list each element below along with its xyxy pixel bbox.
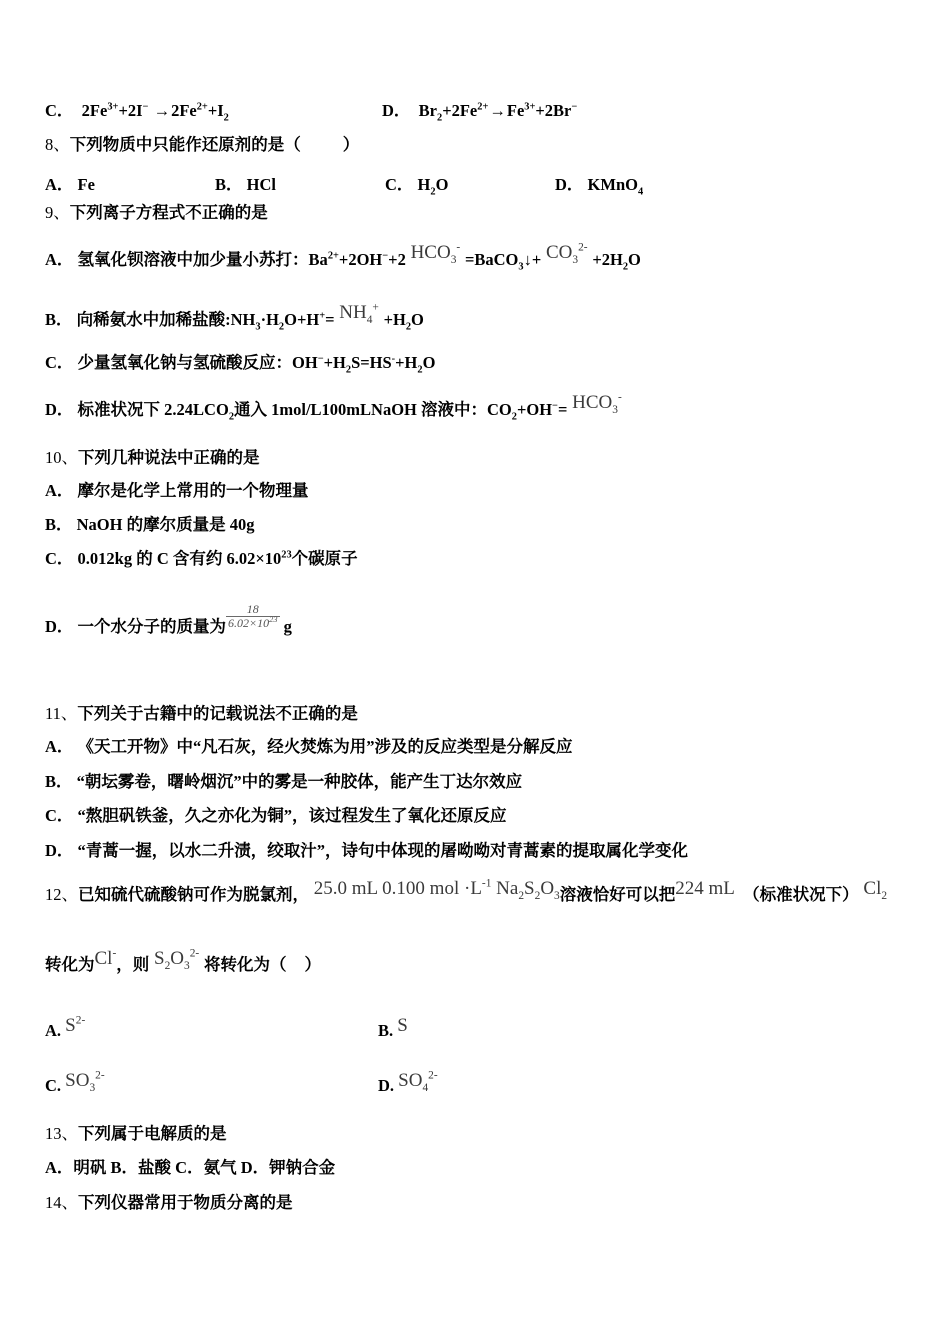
q11-option-a-label: A． (45, 737, 74, 756)
q9-option-b-label: B． (45, 310, 73, 329)
q7-option-c (45, 97, 229, 124)
q7-option-c-label: C． (45, 101, 74, 120)
question-12-stem-part-3: （标准状况下） (743, 885, 859, 904)
question-13-options (45, 1160, 335, 1177)
q7-option-c-text: $2Fe^{3+}+2I^- \to 2Fe^{2+}+I_2$ (81, 101, 229, 124)
question-8-stem (45, 137, 359, 154)
question-9-option-a (45, 241, 641, 273)
q12-option-d-math: $SO_4^{2-}$ (398, 1069, 438, 1094)
q9-option-a-eq-after: $+2H_2O$ (592, 250, 641, 273)
q12-option-b-math: S (397, 1015, 408, 1036)
q8-option-b (215, 171, 276, 195)
question-10-stem-text: 下列几种说法中正确的是 (78, 448, 260, 467)
q9-option-d-math-hco3: $HCO_3^-$ (567, 391, 622, 416)
question-14-number: 14、 (45, 1193, 78, 1212)
q9-option-d-label: D． (45, 400, 74, 419)
q12-option-d (378, 1069, 438, 1097)
q12-option-a (45, 1014, 86, 1042)
question-12-stem-part-4: 转化为 (45, 955, 95, 974)
q8-option-a-label: A． (45, 175, 74, 194)
question-11-stem (45, 706, 358, 723)
question-12-options-row-2 (0, 1069, 950, 1097)
q12-math-gas-volume: 224 mL (675, 878, 735, 899)
q12-option-b (378, 1015, 408, 1042)
q12-option-b-label: B. (378, 1021, 394, 1040)
question-12-stem-part-7: ） (304, 955, 321, 974)
q12-math-cl-minus: Cl- (94, 947, 117, 969)
question-9-option-c (45, 353, 436, 376)
q11-option-b-label: B． (45, 772, 73, 791)
question-11-option-d (45, 843, 688, 860)
question-14-stem (45, 1195, 293, 1212)
q9-option-b-eq-before: $NH_3\cdot H_2O+H^+=$ (230, 310, 335, 333)
question-9-number: 9、 (45, 203, 70, 222)
q12-option-a-math: $S^{2-}$ (65, 1014, 86, 1036)
question-8-number: 8、 (45, 135, 70, 154)
q8-option-a (45, 171, 95, 195)
q12-math-thiosulfate: $S_2O_3^{2-}$ (149, 947, 200, 972)
q7-option-d-label: D． (382, 101, 411, 120)
question-13-number: 13、 (45, 1124, 78, 1143)
question-8-stem-text: 下列物质中只能作还原剂的是（ (69, 135, 301, 154)
q8-option-b-label: B． (215, 175, 243, 194)
question-9-stem-text: 下列离子方程式不正确的是 (69, 203, 268, 222)
q9-option-a-eq-before: $Ba^{2+}+2OH^-+2$ (308, 250, 406, 269)
q8-option-c-label: C． (385, 175, 414, 194)
q8-option-c-text: $H_2O$ (417, 175, 449, 198)
q12-math-cl2: $Cl_2$ (858, 878, 888, 902)
q8-option-c (385, 171, 449, 198)
q9-option-c-label: C． (45, 353, 74, 372)
q10-option-d-unit: g (283, 617, 292, 637)
q9-option-a-lead: 氢氧化钡溶液中加少量小苏打： (77, 250, 309, 269)
q11-option-d-label: D． (45, 841, 74, 860)
question-7-options-row (0, 97, 950, 124)
q9-option-a-math-hco3: $HCO_3^-$ (405, 241, 461, 266)
question-10-option-b (45, 517, 254, 534)
q12-option-c (45, 1069, 105, 1097)
question-11-stem-text: 下列关于古籍中的记载说法不正确的是 (77, 704, 358, 723)
q9-option-b-eq-after: $+H_2O$ (383, 310, 424, 333)
q11-option-b-text: “朝坛雾卷，曙岭烟沉”中的雾是一种胶体，能产生丁达尔效应 (76, 772, 523, 791)
question-12-stem-part-2: 溶液恰好可以把 (559, 885, 676, 904)
question-12-stem-line-2 (45, 947, 321, 974)
q11-option-c-label: C． (45, 806, 74, 825)
q10-option-a-text: 摩尔是化学上常用的一个物理量 (77, 481, 309, 500)
question-10-option-a (45, 483, 309, 500)
q9-option-a-label: A． (45, 250, 74, 269)
q9-option-a-eq-mid: =BaCO$_3$↓+ (464, 250, 542, 273)
q12-option-c-label: C. (45, 1076, 62, 1095)
q10-option-b-text: NaOH 的摩尔质量是 40g (76, 515, 255, 534)
q10-option-a-label: A． (45, 481, 74, 500)
question-12-stem-part-1: 已知硫代硫酸钠可作为脱氯剂， (78, 885, 309, 904)
fraction-denominator (226, 614, 279, 630)
q8-option-a-text: Fe (77, 175, 95, 194)
q8-option-d-label: D． (555, 175, 584, 194)
question-10-number: 10、 (45, 448, 78, 467)
question-12-stem-line-1 (45, 877, 888, 904)
fraction-denominator-exponent: 23 (269, 614, 278, 624)
q11-option-c-text: “熬胆矾铁釜，久之亦化为铜”，该过程发生了氧化还原反应 (77, 806, 507, 825)
q8-option-b-text: HCl (246, 175, 276, 194)
q9-option-c-lead: 少量氢氧化钠与氢硫酸反应： (77, 353, 293, 372)
q12-option-d-label: D. (378, 1076, 395, 1095)
question-12-options-row-1 (0, 1014, 950, 1042)
question-14-stem-text: 下列仪器常用于物质分离的是 (78, 1193, 293, 1212)
q10-option-c-exponent: 23 (281, 549, 292, 561)
question-13-stem-text: 下列属于电解质的是 (78, 1124, 227, 1143)
question-9-option-b (45, 301, 424, 333)
q9-option-b-lead: 向稀氨水中加稀盐酸: (76, 310, 231, 329)
q11-option-a-text: 《天工开物》中“凡石灰，经火焚炼为用”涉及的反应类型是分解反应 (77, 737, 573, 756)
question-11-number: 11、 (45, 704, 78, 723)
q11-option-d-text: “青蒿一握，以水二升渍，绞取汁”，诗句中体现的屠呦呦对青蒿素的提取属化学变化 (77, 841, 689, 860)
question-9-option-d (45, 391, 622, 423)
q10-option-c-label: C． (45, 549, 74, 568)
q9-option-d-lead: 标准状况下 $2.24LCO_2$通入 1mol/L100mLNaOH 溶液中： (77, 400, 488, 423)
question-11-option-b (45, 774, 522, 791)
q8-option-d-text: KMnO$_4$ (587, 175, 644, 198)
q9-option-d-eq: $CO_2+OH^-=$ (487, 400, 568, 423)
question-11-option-c (45, 808, 507, 825)
question-12-stem-part-5: ，则 (116, 955, 150, 974)
question-13-stem (45, 1126, 227, 1143)
question-10-stem (45, 450, 260, 467)
question-9-stem (45, 205, 268, 222)
question-8-stem-close: ） (342, 135, 360, 154)
q12-option-a-label: A. (45, 1021, 62, 1040)
fraction-numerator: 18 (246, 602, 259, 616)
question-10-option-d (45, 602, 292, 642)
q12-option-c-math: $SO_3^{2-}$ (65, 1069, 105, 1094)
q10-option-d-fraction (226, 603, 279, 630)
q10-option-c-text: 0.012kg 的 C 含有约 $6.02\times 10^{23}$个碳原子 (77, 549, 358, 568)
q8-option-d (555, 171, 644, 198)
question-12-stem-part-6: 将转化为（ (203, 955, 287, 974)
question-8-options-row (0, 171, 950, 198)
q9-option-c-eq: $OH^-+H_2S=HS^-+H_2O$ (292, 353, 436, 376)
q10-option-d-label: D． (45, 617, 74, 637)
q7-option-d-text: $Br_2+2Fe^{2+}\to Fe^{3+}+2Br^-$ (418, 101, 578, 124)
q12-math-reagent: $Na_2S_2O_3$ (496, 878, 560, 902)
q12-math-volume: 25.0 mL 0.100 mol $\cdot L^{-1}$ (309, 877, 492, 899)
q9-option-a-math-co3: $CO_3^{2-}$ (541, 241, 588, 266)
q10-option-b-label: B． (45, 515, 73, 534)
q9-option-b-math-nh4: $NH_4^+$ (334, 301, 379, 326)
question-10-option-c (45, 551, 358, 568)
question-12-number: 12、 (45, 885, 78, 904)
fraction-denominator-base: 6.02×10 (228, 615, 270, 630)
q10-option-d-text-before: 一个水分子的质量为 (77, 617, 227, 637)
q7-option-d (382, 97, 578, 124)
question-11-option-a (45, 739, 573, 756)
q13-options-inline: A．明矾 B．盐酸 C．氨气 D．钾钠合金 (45, 1158, 336, 1177)
